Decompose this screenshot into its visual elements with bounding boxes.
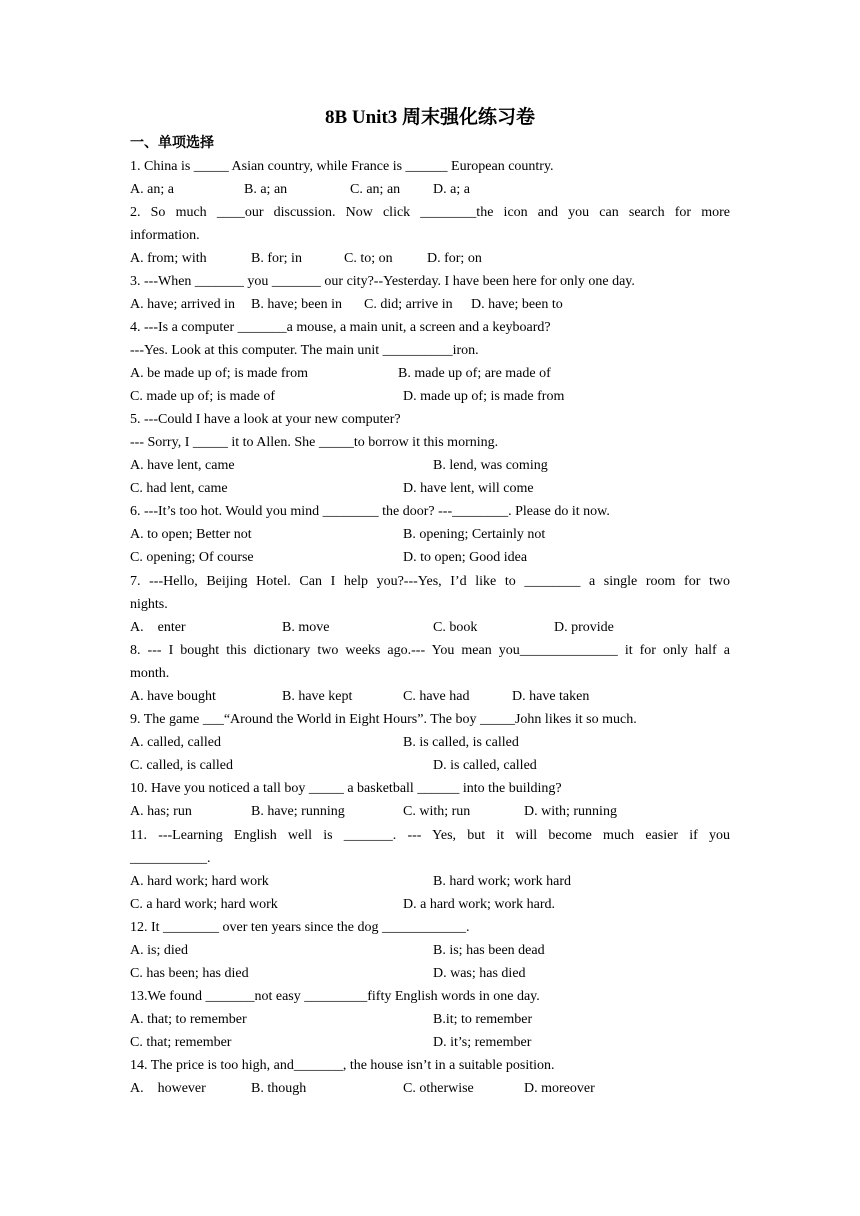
question-11-option-d: D. a hard work; work hard. [403,897,556,912]
question-6-stem-line: 6. ---It’s too hot. Would you mind ________ the door? ---________. Please do it now. [130,504,610,519]
question-9-option-c: C. called, is called [130,758,234,773]
question-2-option-a: A. from; with [130,251,207,266]
question-8-stem-line: 8. --- I bought this dictionary two weeks ago.--- You mean you______________ it for only half a [130,643,730,658]
question-3-option-d: D. have; been to [471,297,563,312]
question-12-option-a: A. is; died [130,943,188,958]
question-13-option-c: C. that; remember [130,1035,232,1050]
question-5-stem-line: --- Sorry, I _____ it to Allen. She _____to borrow it this morning. [130,435,499,450]
section-heading: 一、单项选择 [130,135,214,151]
question-8-option-a: A. have bought [130,689,216,704]
question-9-stem-line: 9. The game ___“Around the World in Eight Hours”. The boy _____John likes it so much. [130,712,637,727]
question-2-option-c: C. to; on [344,251,393,266]
question-7-stem-line: 7. ---Hello, Beijing Hotel. Can I help you?---Yes, I’d like to ________ a single room for two [130,574,730,589]
question-11-option-b: B. hard work; work hard [433,874,572,889]
question-4-stem-line: ---Yes. Look at this computer. The main unit __________iron. [130,343,479,358]
question-2-option-b: B. for; in [251,251,302,266]
question-5-option-a: A. have lent, came [130,458,235,473]
question-2-option-d: D. for; on [427,251,482,266]
question-8-option-d: D. have taken [512,689,590,704]
question-3-stem-line: 3. ---When _______ you _______ our city?--Yesterday. I have been here for only one day. [130,274,635,289]
question-4-option-a: A. be made up of; is made from [130,366,309,381]
question-2-stem-line: 2. So much ____our discussion. Now click ________the icon and you can search for more [130,205,730,220]
question-14-option-a: A. however [130,1081,206,1096]
question-11-stem-line: ___________. [130,851,211,866]
question-1-option-d: D. a; a [433,182,470,197]
question-4-option-c: C. made up of; is made of [130,389,276,404]
question-14-option-b: B. though [251,1081,307,1096]
question-13-option-b: B.it; to remember [433,1012,533,1027]
question-5-stem-line: 5. ---Could I have a look at your new computer? [130,412,401,427]
question-1-option-c: C. an; an [350,182,401,197]
question-14-option-d: D. moreover [524,1081,595,1096]
question-8-option-c: C. have had [403,689,470,704]
question-6-option-b: B. opening; Certainly not [403,527,546,542]
question-12-option-b: B. is; has been dead [433,943,545,958]
question-7-option-d: D. provide [554,620,614,635]
question-4-option-d: D. made up of; is made from [403,389,565,404]
question-1-option-b: B. a; an [244,182,288,197]
question-11-option-a: A. hard work; hard work [130,874,269,889]
question-1-option-a: A. an; a [130,182,174,197]
question-4-option-b: B. made up of; are made of [398,366,551,381]
question-14-stem-line: 14. The price is too high, and_______, the house isn’t in a suitable position. [130,1058,555,1073]
question-10-stem-line: 10. Have you noticed a tall boy _____ a basketball ______ into the building? [130,781,562,796]
question-8-stem-line: month. [130,666,170,681]
question-14-option-c: C. otherwise [403,1081,474,1096]
question-9-option-d: D. is called, called [433,758,537,773]
question-7-option-a: A. enter [130,620,186,635]
question-11-stem-line: 11. ---Learning English well is _______. --- Yes, but it will become much easier if you [130,828,730,843]
question-13-option-d: D. it’s; remember [433,1035,532,1050]
question-6-option-c: C. opening; Of course [130,550,254,565]
question-12-option-c: C. has been; has died [130,966,249,981]
question-12-stem-line: 12. It ________ over ten years since the dog ____________. [130,920,470,935]
question-6-option-d: D. to open; Good idea [403,550,528,565]
question-9-option-b: B. is called, is called [403,735,519,750]
question-1-stem-line: 1. China is _____ Asian country, while France is ______ European country. [130,159,554,174]
question-4-stem-line: 4. ---Is a computer _______a mouse, a main unit, a screen and a keyboard? [130,320,551,335]
question-2-stem-line: information. [130,228,200,243]
question-11-option-c: C. a hard work; hard work [130,897,278,912]
question-12-option-d: D. was; has died [433,966,526,981]
question-3-option-b: B. have; been in [251,297,342,312]
question-8-option-b: B. have kept [282,689,353,704]
question-5-option-c: C. had lent, came [130,481,228,496]
question-7-option-c: C. book [433,620,478,635]
page-title: 8B Unit3 周末强化练习卷 [324,107,536,128]
question-5-option-b: B. lend, was coming [433,458,548,473]
question-10-option-a: A. has; run [130,804,192,819]
question-6-option-a: A. to open; Better not [130,527,252,542]
question-10-option-d: D. with; running [524,804,617,819]
question-13-stem-line: 13.We found _______not easy _________fifty English words in one day. [130,989,540,1004]
question-7-option-b: B. move [282,620,330,635]
question-10-option-c: C. with; run [403,804,471,819]
question-5-option-d: D. have lent, will come [403,481,534,496]
question-3-option-c: C. did; arrive in [364,297,453,312]
question-9-option-a: A. called, called [130,735,221,750]
question-7-stem-line: nights. [130,597,168,612]
question-3-option-a: A. have; arrived in [130,297,235,312]
question-10-option-b: B. have; running [251,804,345,819]
question-13-option-a: A. that; to remember [130,1012,247,1027]
